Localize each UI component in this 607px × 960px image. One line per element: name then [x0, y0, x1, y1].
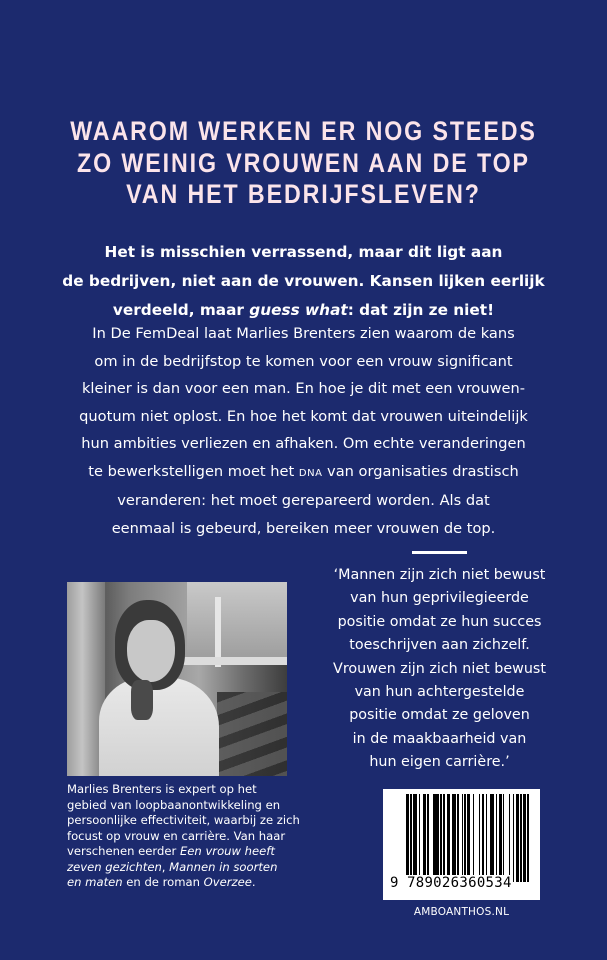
bio-line	[67, 844, 327, 860]
barcode-bars	[406, 794, 532, 882]
quote-line: van hun geprivilegieerde	[350, 590, 529, 607]
bio-text: verschenen eerder	[67, 844, 180, 858]
quote-line: Vrouwen zijn zich niet bewust	[333, 660, 546, 677]
blurb-line: veranderen: het moet gerepareerd worden. Als dat	[117, 492, 490, 509]
bio-line: Marlies Brenters is expert op het	[67, 782, 257, 796]
author-photo	[67, 582, 287, 776]
blurb-line: om in de bedrijfstop te komen voor een vrouw significant	[94, 352, 513, 370]
headline	[0, 116, 607, 211]
headline-line: VAN HET BEDRIJFSLEVEN?	[126, 179, 481, 209]
photo-window-frame	[177, 657, 287, 665]
bio-line	[67, 860, 327, 876]
bio-text: .	[251, 875, 256, 889]
bio-line	[67, 875, 327, 891]
photo-shirt	[99, 677, 219, 776]
blurb-line: kleiner is dan voor een man. En hoe je dit met een vrouwen-	[81, 380, 526, 397]
pull-quote	[300, 564, 579, 775]
blurb-line: In De FemDeal laat Marlies Brenters zien waarom de kans	[92, 325, 515, 342]
blurb-paragraph	[0, 320, 607, 542]
quote-line: positie omdat ze geloven	[349, 707, 530, 724]
photo-staircase	[217, 692, 287, 776]
bio-line: persoonlijke effectiviteit, waarbij ze zich	[67, 813, 300, 827]
headline-line: WAAROM WERKEN ER NOG STEEDS	[70, 116, 537, 146]
isbn-barcode	[383, 789, 540, 900]
bio-book-title: Overzee	[203, 875, 252, 889]
blurb-line: hun ambities verliezen en afhaken. Om echte veranderingen	[81, 435, 526, 452]
quote-line: van hun achtergestelde	[354, 684, 525, 701]
blurb-line: eenmaal is gebeurd, bereiken meer vrouwen de top.	[111, 519, 496, 537]
bio-line: gebied van loopbaanontwikkeling en	[67, 797, 281, 812]
lead-text: verdeeld, maar	[112, 301, 250, 319]
publisher-website: AMBOANTHOS.NL	[413, 906, 510, 918]
lead-text: : dat zijn ze niet!	[347, 301, 495, 319]
quote-line: hun eigen carrière.’	[369, 754, 510, 771]
blurb-smallcaps: DNA	[298, 467, 323, 479]
blurb-text: te bewerkstelligen moet het	[88, 462, 299, 480]
quote-divider	[412, 551, 467, 554]
quote-line: positie omdat ze hun succes	[337, 613, 542, 630]
bio-book-title: Mannen in soorten	[169, 859, 278, 874]
quote-line: ‘Mannen zijn zich niet bewust	[333, 567, 546, 583]
bio-book-title: zeven gezichten	[67, 859, 162, 874]
quote-line: toeschrijven aan zichzelf.	[349, 637, 530, 654]
quote-line: in de maakbaarheid van	[352, 730, 527, 747]
lead-italic: guess what	[249, 301, 348, 319]
author-bio	[67, 782, 327, 891]
photo-window-shape	[187, 582, 287, 662]
bio-text: en de roman	[122, 875, 204, 889]
bio-book-title: en maten	[67, 875, 123, 889]
bio-book-title: Een vrouw heeft	[179, 844, 275, 858]
barcode-digits: 789026360534	[407, 875, 512, 891]
bio-text: ,	[161, 859, 170, 874]
bio-line: focust op vrouw en carrière. Van haar	[67, 828, 286, 843]
blurb-text: van organisaties drastisch	[322, 462, 519, 480]
photo-face	[127, 620, 175, 682]
lead-paragraph	[0, 238, 607, 325]
headline-line: ZO WEINIG VROUWEN AAN DE TOP	[77, 147, 530, 178]
barcode-number	[390, 875, 535, 891]
lead-line: de bedrijven, niet aan de vrouwen. Kansen lijken eerlijk	[62, 272, 545, 290]
blurb-line: quotum niet oplost. En hoe het komt dat vrouwen uiteindelijk	[79, 407, 528, 425]
photo-scarf	[131, 680, 153, 720]
blurb-line	[0, 458, 607, 488]
lead-line: Het is misschien verrassend, maar dit ligt aan	[104, 243, 503, 261]
barcode-bar	[529, 794, 532, 882]
barcode-first-digit: 9	[390, 875, 406, 891]
